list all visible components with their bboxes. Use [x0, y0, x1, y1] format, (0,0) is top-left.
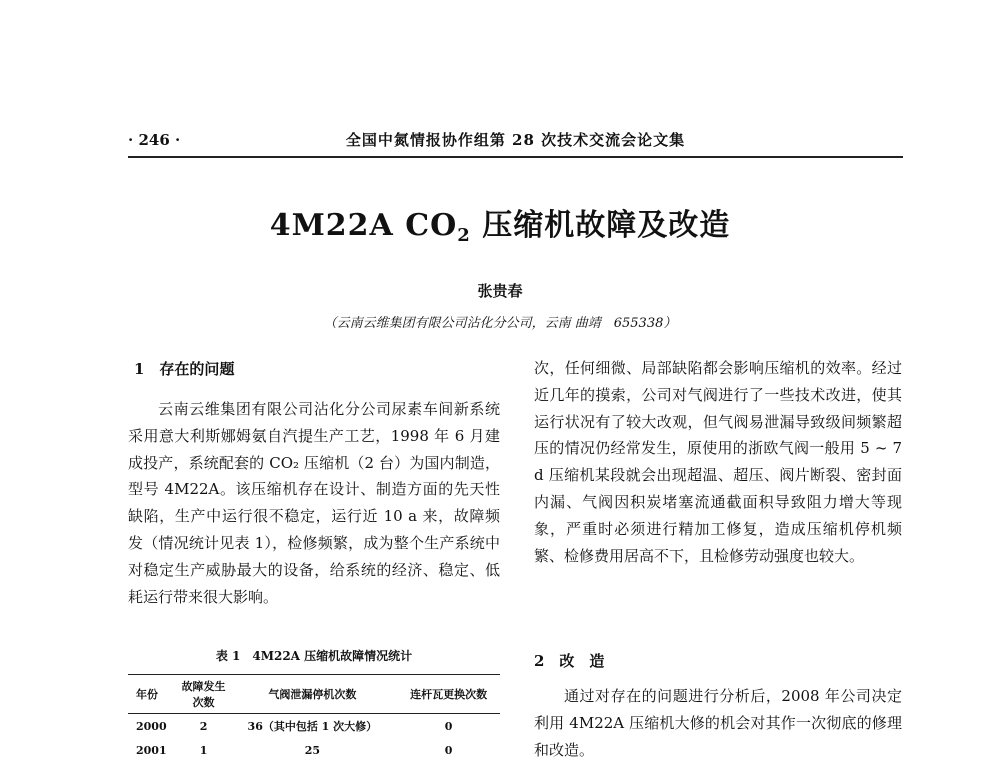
section-2-paragraph: 通过对存在的问题进行分析后，2008 年公司决定利用 4M22A 压缩机大修的机会对其作一次彻底的修理和改造。: [534, 687, 902, 759]
table-1: [128, 674, 500, 762]
cell-failures: 2: [199, 719, 208, 733]
col-header-failures: 故障发生次数: [181, 680, 226, 709]
author-affiliation: （云南云维集团有限公司沾化分公司，云南 曲靖 655338）: [323, 316, 677, 331]
col-header-year: 年份: [136, 688, 158, 701]
cell-year: 2001: [136, 743, 167, 757]
table-header-row: [128, 675, 500, 714]
running-head: [128, 128, 903, 152]
col-header-rod-bearing: 连杆瓦更换次数: [410, 688, 488, 701]
title-rest: 压缩机故障及改造: [470, 208, 731, 243]
header-rule: [128, 156, 903, 158]
table-row: [128, 714, 500, 739]
author-name: 张贵春: [477, 282, 523, 300]
right-column-paragraph: 次，任何细微、局部缺陷都会影响压缩机的效率。经过近几年的摸索，公司对气阀进行了一些技术改进，使其运行状况有了较大改观，但气阀易泄漏导致级间频繁超压的情况仍经常发生，原使用的浙欧气阀一般用 5 ~ 7 d 压缩机某段就会出现超温、超压、阀片断裂、密封面内漏、气阀因积炭堵塞流通截面积导致阻力增大等现象，严重时必须进行精加工修复，造成压缩机停机频繁、检修费用居高不下，且检修劳动强度也较大。: [534, 359, 902, 565]
cell-gas-leak: 25: [304, 743, 321, 757]
cell-failures: 1: [199, 743, 208, 757]
table-1-caption: 表 1 4M22A 压缩机故障情况统计: [215, 649, 413, 663]
page-number: · 246 ·: [128, 131, 181, 149]
cell-year: 2000: [136, 719, 167, 733]
col-header-gas-leak: 气阀泄漏停机次数: [268, 688, 357, 701]
paper-title: [0, 200, 1000, 246]
title-main: 4M22A CO: [269, 208, 458, 243]
table-row: [128, 738, 500, 762]
cell-gas-leak: 36（其中包括 1 次大修）: [247, 720, 378, 733]
cell-rod-bearing: 0: [444, 719, 453, 733]
title-subscript: 2: [457, 225, 471, 246]
journal-title: 全国中氮情报协作组第 28 次技术交流会论文集: [345, 131, 686, 149]
section-1-paragraph: 云南云维集团有限公司沾化分公司尿素车间新系统采用意大利斯娜姆氨自汽提生产工艺，1998 年 6 月建成投产，系统配套的 CO₂ 压缩机（2 台）为国内制造，型号 4M22A。该压缩机存在设计、制造方面的先天性缺陷，生产中运行很不稳定，运行近 10 a 来，故障频发（情况统计见表 1），检修频繁，成为整个生产系统中对稳定生产威胁最大的设备，给系统的经济、稳定、低耗运行带来很大影响。: [128, 400, 500, 606]
section-2-heading: 2 改 造: [534, 652, 605, 670]
cell-rod-bearing: 0: [444, 743, 453, 757]
section-1-heading: 1 存在的问题: [134, 360, 235, 378]
